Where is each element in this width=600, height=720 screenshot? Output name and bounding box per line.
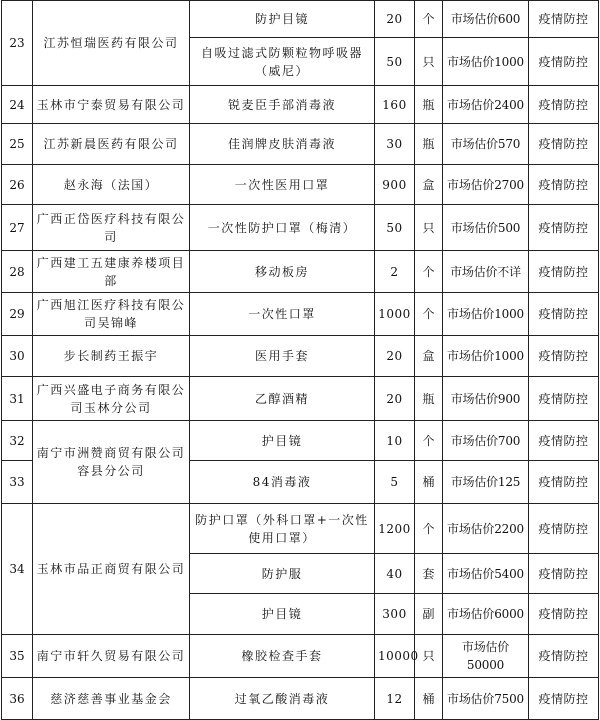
quantity-cell: 5 (375, 461, 415, 504)
donor-cell: 广西旭江医疗科技有限公司吴锦峰 (33, 293, 190, 336)
purpose-cell: 疫情防控 (529, 678, 599, 720)
unit-cell: 盒 (415, 165, 443, 205)
purpose-cell: 疫情防控 (529, 251, 599, 293)
table-row (2, 635, 599, 678)
table-row (2, 251, 599, 293)
unit-cell: 只 (415, 38, 443, 86)
purpose-cell: 疫情防控 (529, 461, 599, 504)
item-cell: 过氧乙酸消毒液 (190, 678, 375, 720)
row-number: 27 (2, 205, 33, 251)
unit-cell: 个 (415, 251, 443, 293)
row-number: 24 (2, 86, 33, 124)
row-number: 23 (2, 1, 33, 86)
item-cell: 护目镜 (190, 421, 375, 461)
item-cell: 移动板房 (190, 251, 375, 293)
value-cell: 市场估价2200 (443, 504, 529, 554)
purpose-cell: 疫情防控 (529, 205, 599, 251)
value-cell: 市场估价570 (443, 124, 529, 165)
value-cell: 市场估价600 (443, 1, 529, 38)
item-cell: 防护目镜 (190, 1, 375, 38)
value-cell: 市场估价1000 (443, 336, 529, 377)
donor-cell: 广西建工五建康养楼项目部 (33, 251, 190, 293)
row-number: 34 (2, 504, 33, 635)
unit-cell: 个 (415, 1, 443, 38)
donor-cell: 广西兴盛电子商务有限公司玉林分公司 (33, 377, 190, 421)
donor-cell: 步长制药王振宇 (33, 336, 190, 377)
donor-cell: 玉林市宁泰贸易有限公司 (33, 86, 190, 124)
purpose-cell: 疫情防控 (529, 635, 599, 678)
table-row (2, 336, 599, 377)
purpose-cell: 疫情防控 (529, 86, 599, 124)
quantity-cell: 1200 (375, 504, 415, 554)
table-row (2, 293, 599, 336)
purpose-cell: 疫情防控 (529, 377, 599, 421)
row-number: 25 (2, 124, 33, 165)
table-row (2, 165, 599, 205)
table-row (2, 421, 599, 461)
purpose-cell: 疫情防控 (529, 504, 599, 554)
value-cell: 市场估价500 (443, 205, 529, 251)
value-cell: 市场估价1000 (443, 38, 529, 86)
unit-cell: 只 (415, 635, 443, 678)
unit-cell: 桶 (415, 678, 443, 720)
quantity-cell: 20 (375, 336, 415, 377)
value-cell: 市场估价1000 (443, 293, 529, 336)
purpose-cell: 疫情防控 (529, 38, 599, 86)
value-cell: 市场估价900 (443, 377, 529, 421)
unit-cell: 瓶 (415, 377, 443, 421)
quantity-cell: 900 (375, 165, 415, 205)
item-cell: 一次性口罩 (190, 293, 375, 336)
value-cell: 市场估价6000 (443, 594, 529, 635)
value-cell: 市场估价2700 (443, 165, 529, 205)
purpose-cell: 疫情防控 (529, 554, 599, 594)
item-cell: 锐麦臣手部消毒液 (190, 86, 375, 124)
unit-cell: 桶 (415, 461, 443, 504)
item-cell: 橡胶检查手套 (190, 635, 375, 678)
quantity-cell: 20 (375, 377, 415, 421)
row-number: 30 (2, 336, 33, 377)
donor-cell: 慈济慈善事业基金会 (33, 678, 190, 720)
unit-cell: 副 (415, 594, 443, 635)
value-cell: 市场估价5400 (443, 554, 529, 594)
value-cell: 市场估价50000 (443, 635, 529, 678)
quantity-cell: 40 (375, 554, 415, 594)
row-number: 32 (2, 421, 33, 461)
purpose-cell: 疫情防控 (529, 336, 599, 377)
unit-cell: 个 (415, 293, 443, 336)
quantity-cell: 20 (375, 1, 415, 38)
unit-cell: 个 (415, 504, 443, 554)
row-number: 26 (2, 165, 33, 205)
item-cell: 护目镜 (190, 594, 375, 635)
item-cell: 医用手套 (190, 336, 375, 377)
quantity-cell: 300 (375, 594, 415, 635)
donation-table (1, 0, 599, 720)
item-cell: 自吸过滤式防颗粒物呼吸器（威尼） (190, 38, 375, 86)
row-number: 33 (2, 461, 33, 504)
quantity-cell: 10000 (375, 635, 415, 678)
quantity-cell: 160 (375, 86, 415, 124)
value-cell: 市场估价700 (443, 421, 529, 461)
item-cell: 佳润牌皮肤消毒液 (190, 124, 375, 165)
purpose-cell: 疫情防控 (529, 1, 599, 38)
value-cell: 市场估价125 (443, 461, 529, 504)
value-cell: 市场估价7500 (443, 678, 529, 720)
donor-cell: 赵永海（法国） (33, 165, 190, 205)
quantity-cell: 2 (375, 251, 415, 293)
table-row (2, 504, 599, 554)
purpose-cell: 疫情防控 (529, 124, 599, 165)
value-cell: 市场估价不详 (443, 251, 529, 293)
unit-cell: 盒 (415, 336, 443, 377)
purpose-cell: 疫情防控 (529, 293, 599, 336)
quantity-cell: 50 (375, 38, 415, 86)
quantity-cell: 12 (375, 678, 415, 720)
donor-cell: 江苏新晨医药有限公司 (33, 124, 190, 165)
quantity-cell: 50 (375, 205, 415, 251)
donor-cell: 江苏恒瑞医药有限公司 (33, 1, 190, 86)
donor-cell: 南宁市轩久贸易有限公司 (33, 635, 190, 678)
donor-cell: 玉林市品正商贸有限公司 (33, 504, 190, 635)
quantity-cell: 1000 (375, 293, 415, 336)
purpose-cell: 疫情防控 (529, 421, 599, 461)
row-number: 35 (2, 635, 33, 678)
row-number: 31 (2, 377, 33, 421)
item-cell: 防护口罩（外科口罩+一次性使用口罩） (190, 504, 375, 554)
item-cell: 乙醇酒精 (190, 377, 375, 421)
table-row (2, 205, 599, 251)
item-cell: 一次性防护口罩（梅清） (190, 205, 375, 251)
unit-cell: 瓶 (415, 86, 443, 124)
table-row (2, 1, 599, 38)
quantity-cell: 30 (375, 124, 415, 165)
item-cell: 84消毒液 (190, 461, 375, 504)
table-row (2, 124, 599, 165)
row-number: 28 (2, 251, 33, 293)
table-row (2, 678, 599, 720)
unit-cell: 套 (415, 554, 443, 594)
item-cell: 一次性医用口罩 (190, 165, 375, 205)
row-number: 36 (2, 678, 33, 720)
purpose-cell: 疫情防控 (529, 594, 599, 635)
unit-cell: 瓶 (415, 124, 443, 165)
table-row (2, 377, 599, 421)
row-number: 29 (2, 293, 33, 336)
table-row (2, 86, 599, 124)
donor-cell: 南宁市洲赞商贸有限公司容县分公司 (33, 421, 190, 504)
unit-cell: 只 (415, 205, 443, 251)
purpose-cell: 疫情防控 (529, 165, 599, 205)
quantity-cell: 10 (375, 421, 415, 461)
item-cell: 防护服 (190, 554, 375, 594)
value-cell: 市场估价2400 (443, 86, 529, 124)
unit-cell: 个 (415, 421, 443, 461)
donor-cell: 广西正岱医疗科技有限公司 (33, 205, 190, 251)
